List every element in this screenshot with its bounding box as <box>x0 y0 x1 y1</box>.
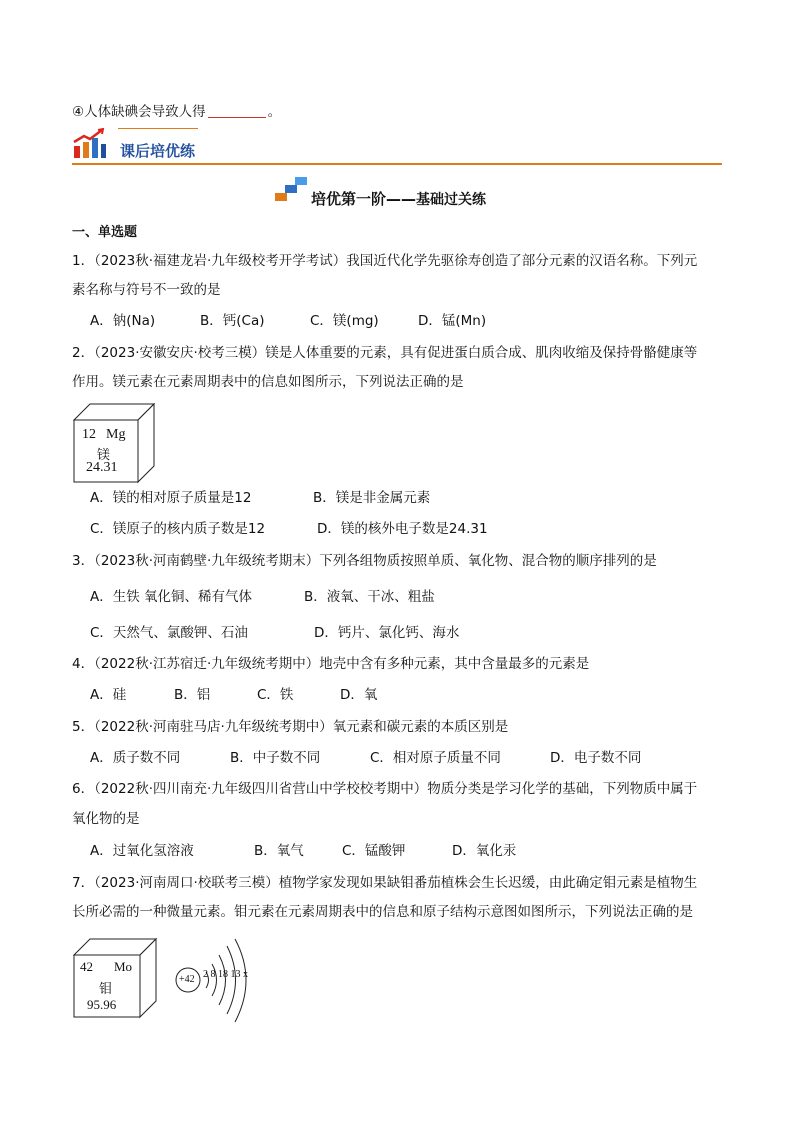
q2-tile-name: 镁 <box>97 448 111 463</box>
q5-option-d[interactable]: D．电子数不同 <box>550 750 642 766</box>
q1-option-d[interactable]: D．锰(Mn) <box>418 313 487 329</box>
q5-option-c[interactable]: C．相对原子质量不同 <box>370 750 501 766</box>
q3-stem-line1: 3．（2023秋·河南鹤壁·九年级统考期末）下列各组物质按照单质、氧化物、混合物的顺序排列的是 <box>72 553 657 569</box>
q3-option-d[interactable]: D．钙片、氯化钙、海水 <box>314 625 460 641</box>
q2-stem-line1: 2．（2023·安徽安庆·校考三模）镁是人体重要的元素，具有促进蛋白质合成、肌肉收缩及保持骨骼健康等 <box>72 345 698 361</box>
q4-option-d[interactable]: D．氧 <box>340 687 378 703</box>
q7-tile-name: 钼 <box>99 982 113 997</box>
q1-stem-line1: 1．（2023秋·福建龙岩·九年级校考开学考试）我国近代化学先驱徐寿创造了部分元素的汉语名称。下列元 <box>72 253 698 269</box>
q2-option-d[interactable]: D．镁的核外电子数是24.31 <box>317 521 488 537</box>
q3-option-c[interactable]: C．天然气、氯酸钾、石油 <box>90 625 248 641</box>
stairs-icon <box>275 177 311 203</box>
q1-option-b[interactable]: B．钙(Ca) <box>200 313 265 329</box>
category-heading: 一、单选题 <box>72 225 138 240</box>
section-title: 课后培优练 <box>120 142 196 160</box>
q5-stem-line1: 5．（2022秋·河南驻马店·九年级统考期中）氧元素和碳元素的本质区别是 <box>72 719 509 735</box>
q7-tile-number: 42 <box>80 959 93 974</box>
q4-option-a[interactable]: A．硅 <box>90 687 127 703</box>
header-divider <box>72 163 722 165</box>
q6-option-b[interactable]: B．氧气 <box>254 843 304 859</box>
q7-mo-element-tile <box>72 935 158 1019</box>
q3-option-b[interactable]: B．液氧、干冰、粗盐 <box>304 589 435 605</box>
q2-option-a[interactable]: A．镁的相对原子质量是12 <box>90 490 252 506</box>
top-item-end: 。 <box>267 104 282 120</box>
q7-stem-line1: 7．（2023·河南周口·校联考三模）植物学家发现如果缺钼番茄植株会生长迟缓，由此确定钼元素是植物生 <box>72 875 698 891</box>
answer-blank[interactable] <box>208 104 266 118</box>
q1-option-c[interactable]: C．镁(mg) <box>310 313 379 329</box>
q5-option-b[interactable]: B．中子数不同 <box>230 750 321 766</box>
top-item-text: ④人体缺碘会导致人得 <box>72 104 206 120</box>
q6-option-d[interactable]: D．氧化汞 <box>452 843 517 859</box>
q1-stem-line2: 素名称与符号不一致的是 <box>72 282 221 298</box>
q4-stem-line1: 4．（2022秋·江苏宿迁·九年级统考期中）地壳中含有多种元素，其中含量最多的元素是 <box>72 656 590 672</box>
q4-option-c[interactable]: C．铁 <box>257 687 294 703</box>
atom-shell-counts: 2 8 18 13 x <box>203 969 248 980</box>
q6-stem-line1: 6．（2022秋·四川南充·九年级四川省营山中学校校考期中）物质分类是学习化学的基础，下列物质中属于 <box>72 781 698 797</box>
q3-option-a[interactable]: A．生铁 氧化铜、稀有气体 <box>90 589 253 605</box>
q2-stem-line2: 作用。镁元素在元素周期表中的信息如图所示，下列说法正确的是 <box>72 374 464 390</box>
q2-tile-symbol: Mg <box>106 427 126 442</box>
q2-tile-mass: 24.31 <box>86 460 118 475</box>
top-item <box>72 103 281 121</box>
q2-mg-element-tile <box>72 400 156 484</box>
q7-tile-mass: 95.96 <box>87 997 117 1012</box>
atom-nucleus-label: +42 <box>179 974 195 985</box>
q4-option-b[interactable]: B．铝 <box>174 687 211 703</box>
q6-option-a[interactable]: A．过氧化氢溶液 <box>90 843 194 859</box>
tier-title-row <box>311 188 486 209</box>
q5-option-a[interactable]: A．质子数不同 <box>90 750 181 766</box>
tier-subtitle: 基础过关练 <box>416 192 487 208</box>
q1-option-a[interactable]: A．钠(Na) <box>90 313 156 329</box>
tier-dash: —— <box>386 190 417 208</box>
tier-title: 培优第一阶 <box>311 190 387 208</box>
q7-tile-symbol: Mo <box>114 959 133 974</box>
header-top-rule <box>118 128 198 129</box>
chart-growth-icon <box>72 128 108 160</box>
q2-option-c[interactable]: C．镁原子的核内质子数是12 <box>90 521 266 537</box>
q2-option-b[interactable]: B．镁是非金属元素 <box>313 490 431 506</box>
q6-stem-line2: 氧化物的是 <box>72 811 140 827</box>
q2-tile-number: 12 <box>82 427 96 442</box>
q7-stem-line2: 长所必需的一种微量元素。钼元素在元素周期表中的信息和原子结构示意图如图所示，下列说法正确的是 <box>72 904 693 920</box>
q6-option-c[interactable]: C．锰酸钾 <box>342 843 406 859</box>
